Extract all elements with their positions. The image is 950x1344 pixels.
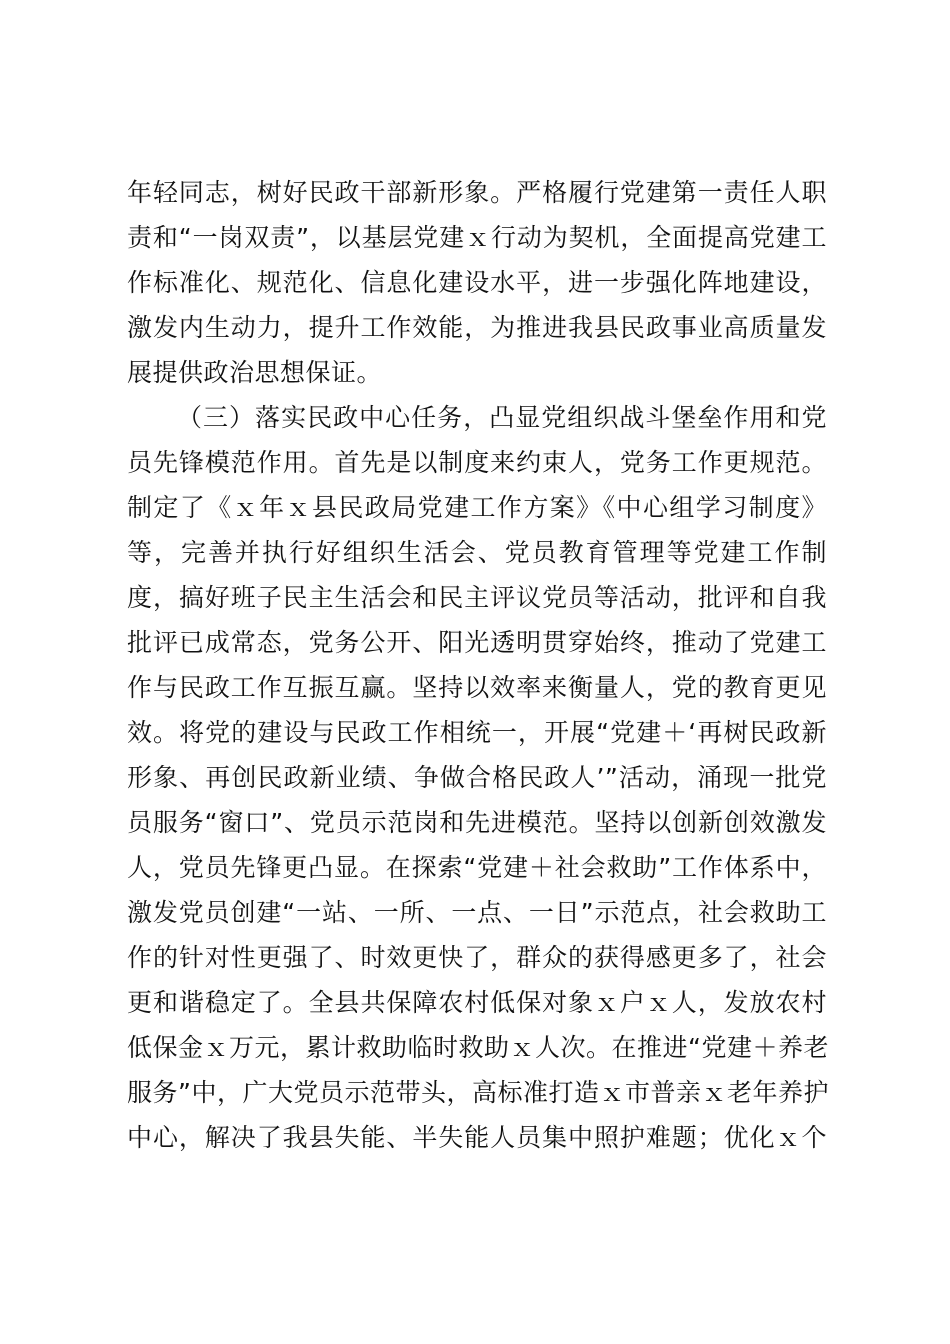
text-line: 形象、再创民政新业绩、争做合格民政人’”活动，涌现一批党 (127, 763, 827, 792)
text-line: 员先锋模范作用。首先是以制度来约束人，党务工作更规范。 (127, 448, 827, 477)
section-heading-line: （三）落实民政中心任务，凸显党组织战斗堡垒作用和党 (177, 403, 827, 432)
text-line: 年轻同志，树好民政干部新形象。严格履行党建第一责任人职 (127, 178, 827, 207)
text-line: 作与民政工作互振互赢。坚持以效率来衡量人，党的教育更见 (127, 673, 827, 702)
text-line: 度，搞好班子民主生活会和民主评议党员等活动，批评和自我 (127, 583, 827, 612)
text-line: 责和“一岗双责”，以基层党建ｘ行动为契机，全面提高党建工 (127, 223, 827, 252)
text-line: 作标准化、规范化、信息化建设水平，进一步强化阵地建设， (127, 268, 827, 297)
text-line: 激发党员创建“一站、一所、一点、一日”示范点，社会救助工 (127, 898, 827, 927)
text-line: 展提供政治思想保证。 (127, 358, 383, 387)
text-line: 批评已成常态，党务公开、阳光透明贯穿始终，推动了党建工 (127, 628, 827, 657)
text-line: 人，党员先锋更凸显。在探索“党建＋社会救助”工作体系中， (127, 853, 827, 882)
document-body (127, 170, 827, 1160)
paragraph-section-three (127, 395, 827, 1160)
paragraph-continued (127, 170, 827, 395)
text-line: 作的针对性更强了、时效更快了，群众的获得感更多了，社会 (127, 943, 827, 972)
text-line: 制定了《ｘ年ｘ县民政局党建工作方案》《中心组学习制度》 (127, 493, 827, 522)
text-line: 更和谐稳定了。全县共保障农村低保对象ｘ户ｘ人，发放农村 (127, 988, 827, 1017)
text-line: 激发内生动力，提升工作效能，为推进我县民政事业高质量发 (127, 313, 827, 342)
text-line: 服务”中，广大党员示范带头，高标准打造ｘ市普亲ｘ老年养护 (127, 1078, 829, 1107)
text-line: 员服务“窗口”、党员示范岗和先进模范。坚持以创新创效激发 (127, 808, 827, 837)
text-line: 效。将党的建设与民政工作相统一，开展“党建＋‘再树民政新 (127, 718, 827, 747)
text-line: 等，完善并执行好组织生活会、党员教育管理等党建工作制 (127, 538, 827, 567)
text-line: 中心，解决了我县失能、半失能人员集中照护难题；优化ｘ个 (127, 1123, 827, 1152)
text-line: 低保金ｘ万元，累计救助临时救助ｘ人次。在推进“党建＋养老 (127, 1033, 829, 1062)
